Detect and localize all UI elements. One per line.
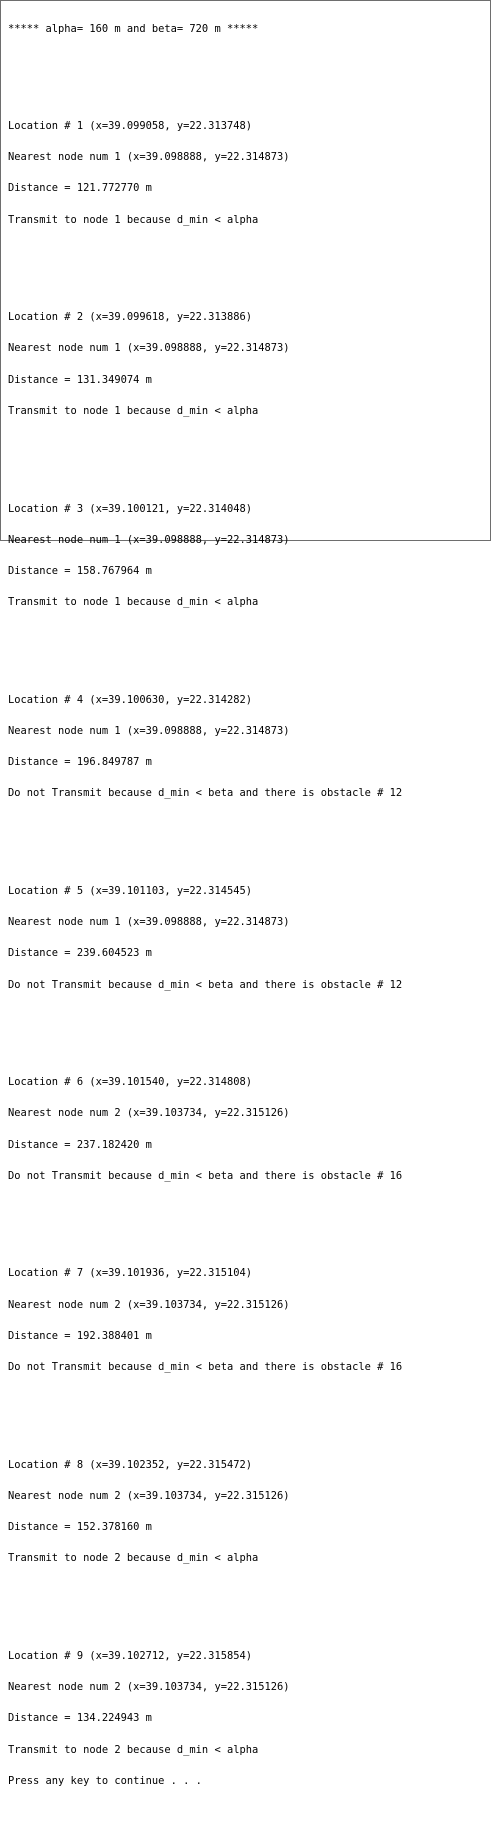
header-line: ***** alpha= 160 m and beta= 720 m *****: [8, 22, 259, 35]
distance-line: Distance = 131.349074 m: [8, 373, 152, 386]
location-line: Location # 1 (x=39.099058, y=22.313748): [8, 120, 252, 133]
location-block-4: [8, 674, 402, 820]
nearest-node-line: Nearest node num 1 (x=39.098888, y=22.314873): [8, 916, 290, 929]
location-line: Location # 6 (x=39.101540, y=22.314808): [8, 1076, 252, 1089]
nearest-node-line: Nearest node num 1 (x=39.098888, y=22.314873): [8, 533, 290, 546]
distance-line: Distance = 239.604523 m: [8, 947, 152, 960]
decision-line: Transmit to node 1 because d_min < alpha: [8, 596, 259, 609]
console-output: [8, 3, 402, 1828]
nearest-node-line: Nearest node num 1 (x=39.098888, y=22.314873): [8, 151, 290, 164]
distance-line: Distance = 158.767964 m: [8, 564, 152, 577]
distance-line: Distance = 237.182420 m: [8, 1138, 152, 1151]
location-block-8: [8, 1439, 402, 1585]
nearest-node-line: Nearest node num 1 (x=39.098888, y=22.314873): [8, 342, 290, 355]
location-line: Location # 2 (x=39.099618, y=22.313886): [8, 311, 252, 324]
decision-line: Do not Transmit because d_min < beta and there is obstacle # 16: [8, 1169, 403, 1182]
nearest-node-line: Nearest node num 2 (x=39.103734, y=22.315126): [8, 1489, 290, 1502]
nearest-node-line: Nearest node num 2 (x=39.103734, y=22.315126): [8, 1298, 290, 1311]
decision-line: Transmit to node 2 because d_min < alpha: [8, 1743, 259, 1756]
location-block-5: [8, 865, 402, 1011]
distance-line: Distance = 121.772770 m: [8, 182, 152, 195]
location-line: Location # 7 (x=39.101936, y=22.315104): [8, 1267, 252, 1280]
location-block-9: [8, 1630, 402, 1807]
location-block-7: [8, 1248, 402, 1394]
decision-line: Do not Transmit because d_min < beta and there is obstacle # 12: [8, 787, 403, 800]
distance-line: Distance = 196.849787 m: [8, 756, 152, 769]
distance-line: Distance = 152.378160 m: [8, 1521, 152, 1534]
decision-line: Transmit to node 2 because d_min < alpha: [8, 1552, 259, 1565]
distance-line: Distance = 192.388401 m: [8, 1329, 152, 1342]
distance-line: Distance = 134.224943 m: [8, 1712, 152, 1725]
decision-line: Do not Transmit because d_min < beta and there is obstacle # 12: [8, 978, 403, 991]
location-line: Location # 3 (x=39.100121, y=22.314048): [8, 502, 252, 515]
location-line: Location # 9 (x=39.102712, y=22.315854): [8, 1649, 252, 1662]
location-line: Location # 4 (x=39.100630, y=22.314282): [8, 693, 252, 706]
location-block-2: [8, 291, 402, 437]
location-block-6: [8, 1056, 402, 1202]
nearest-node-line: Nearest node num 2 (x=39.103734, y=22.315126): [8, 1107, 290, 1120]
decision-line: Do not Transmit because d_min < beta and there is obstacle # 16: [8, 1361, 403, 1374]
nearest-node-line: Nearest node num 1 (x=39.098888, y=22.314873): [8, 724, 290, 737]
nearest-node-line: Nearest node num 2 (x=39.103734, y=22.315126): [8, 1681, 290, 1694]
location-block-1: [8, 100, 402, 246]
location-line: Location # 8 (x=39.102352, y=22.315472): [8, 1458, 252, 1471]
location-block-3: [8, 483, 402, 629]
decision-line: Transmit to node 1 because d_min < alpha: [8, 404, 259, 417]
location-line: Location # 5 (x=39.101103, y=22.314545): [8, 884, 252, 897]
decision-line: Transmit to node 1 because d_min < alpha: [8, 213, 259, 226]
continue-prompt: Press any key to continue . . .: [8, 1774, 202, 1787]
